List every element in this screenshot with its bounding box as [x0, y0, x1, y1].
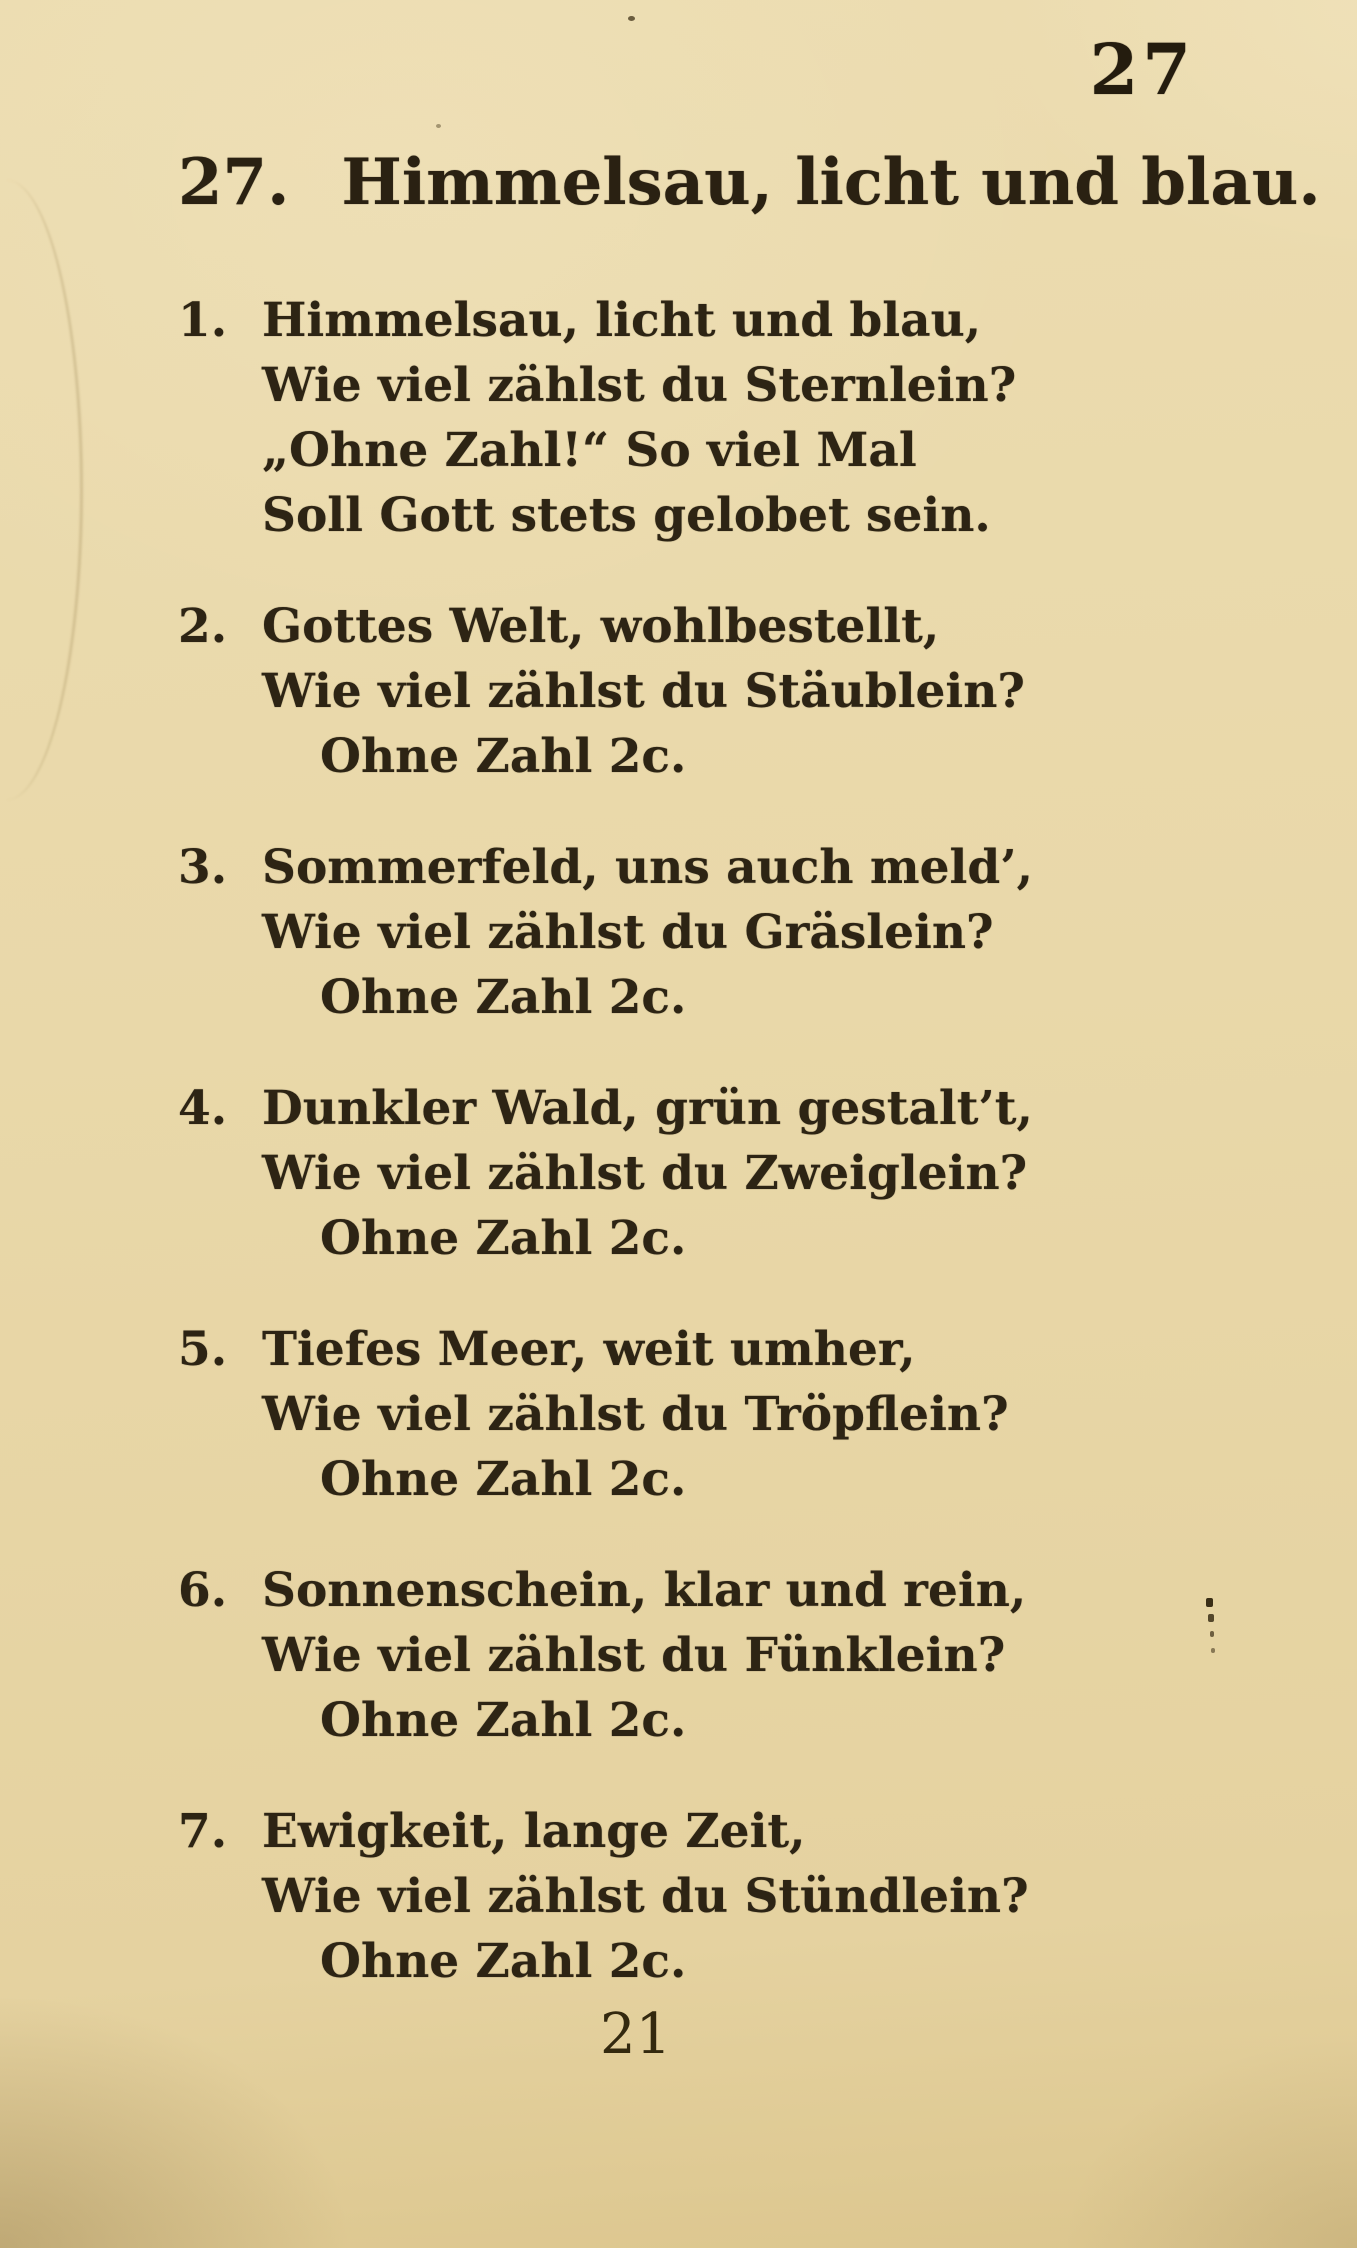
stanza-number: 7.	[178, 1804, 228, 1859]
stanza-7	[0, 1799, 1357, 1994]
ink-speck	[436, 124, 441, 128]
verse-line: Wie viel zählst du Gräslein?	[262, 905, 994, 960]
stanza-4	[0, 1076, 1357, 1271]
verse-line: Wie viel zählst du Sternlein?	[262, 358, 1017, 413]
stanza-2	[0, 594, 1357, 789]
stanza-number: 2.	[178, 599, 228, 654]
verse-line: Sonnenschein, klar und rein,	[262, 1563, 1027, 1618]
stanza-6	[0, 1558, 1357, 1753]
verse-line: Wie viel zählst du Fünklein?	[262, 1628, 1006, 1683]
refrain-line: Ohne Zahl 2c.	[320, 729, 687, 784]
verse-line: Wie viel zählst du Zweiglein?	[262, 1146, 1028, 1201]
verse-line: Sommerfeld, uns auch meld’,	[262, 840, 1034, 895]
verse-line: Dunkler Wald, grün gestalt’t,	[262, 1081, 1033, 1136]
verse-line: „Ohne Zahl!“ So viel Mal	[262, 423, 917, 478]
verse-line: Ewigkeit, lange Zeit,	[262, 1804, 806, 1859]
stanza-number: 5.	[178, 1322, 228, 1377]
ink-speck	[628, 16, 635, 21]
verse-line: Wie viel zählst du Stäublein?	[262, 664, 1025, 719]
stanza-number: 4.	[178, 1081, 228, 1136]
verse-line: Wie viel zählst du Tröpflein?	[262, 1387, 1009, 1442]
page-number-top: 27	[1089, 28, 1195, 111]
refrain-line: Ohne Zahl 2c.	[320, 970, 687, 1025]
refrain-line: Ohne Zahl 2c.	[320, 1693, 687, 1748]
verse-line: Tiefes Meer, weit umher,	[262, 1322, 916, 1377]
refrain-line: Ohne Zahl 2c.	[320, 1211, 687, 1266]
hymn-number: 27.	[178, 145, 290, 220]
stanza-3	[0, 835, 1357, 1030]
hymn-title	[178, 138, 1321, 228]
verse-line: Himmelsau, licht und blau,	[262, 293, 982, 348]
refrain-line: Ohne Zahl 2c.	[320, 1934, 687, 1989]
hymn-title-text: Himmelsau, licht und blau.	[341, 145, 1321, 220]
stanza-number: 6.	[178, 1563, 228, 1618]
stanza-list	[0, 288, 1357, 1994]
stanza-number: 1.	[178, 293, 228, 348]
refrain-line: Ohne Zahl 2c.	[320, 1452, 687, 1507]
page-number-bottom: 21	[600, 2002, 672, 2067]
verse-line: Wie viel zählst du Stündlein?	[262, 1869, 1029, 1924]
stanza-5	[0, 1317, 1357, 1512]
stanza-1	[0, 288, 1357, 548]
verse-line: Soll Gott stets gelobet sein.	[262, 488, 991, 543]
ink-speck-marks	[1206, 1598, 1220, 1662]
stanza-number: 3.	[178, 840, 228, 895]
verse-line: Gottes Welt, wohlbestellt,	[262, 599, 940, 654]
